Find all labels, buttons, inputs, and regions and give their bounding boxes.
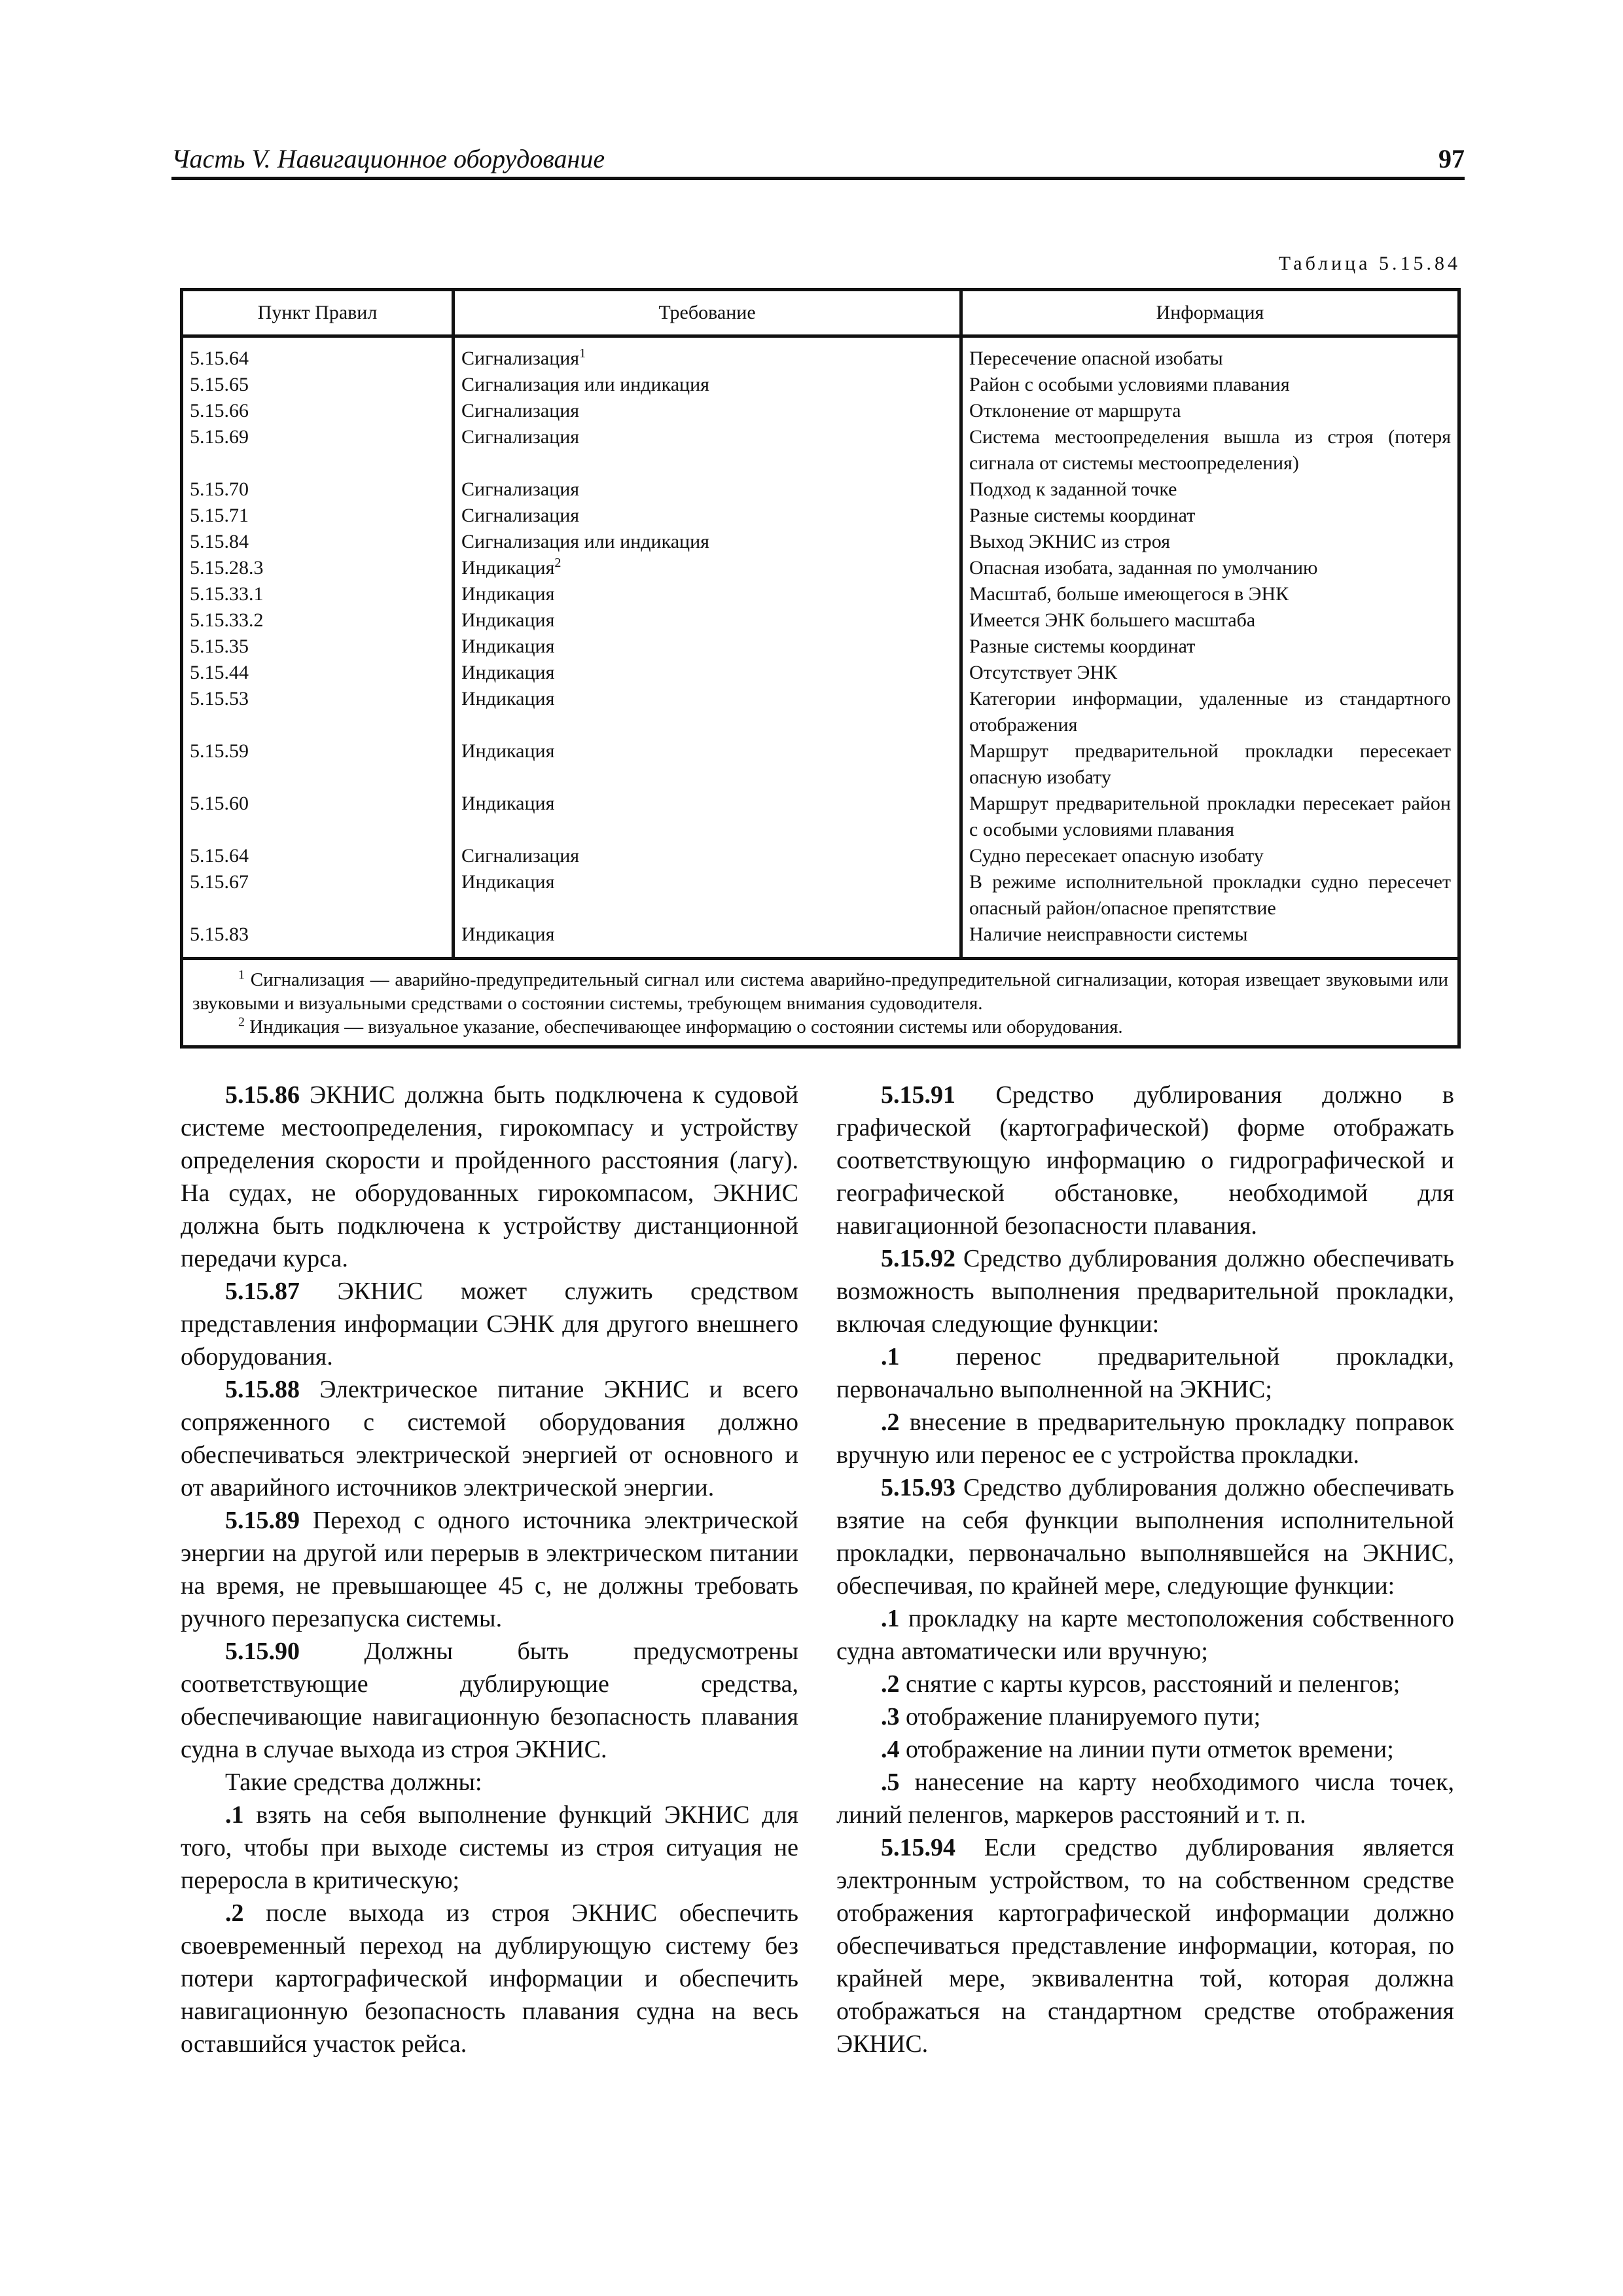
paragraph-text: Электрическое питание ЭКНИС и всего сопряженного с системой оборудования должно обеспечиваться электрической энергией от основного и от аварийного источников электрической энергии. [181,1376,798,1501]
paragraph [181,1635,798,1766]
table-row [182,843,1459,869]
paragraph-text: перенос предварительной прокладки, первоначально выполненной на ЭКНИС; [836,1343,1454,1403]
footnote [192,968,1448,1015]
info-cell: Выход ЭКНИС из строя [961,529,1459,555]
paragraph [181,1275,798,1373]
requirement-cell [454,843,961,869]
paragraph [181,1897,798,2060]
info-cell: Опасная изобата, заданная по умолчанию [961,555,1459,581]
requirement-cell [454,555,961,581]
paragraph-text: отображение планируемого пути; [899,1703,1261,1731]
requirement-text: Индикация [461,662,555,683]
requirement-text: Индикация [461,583,555,605]
info-cell: Система местоопределения вышла из строя (потеря сигнала от системы местоопределения) [961,424,1459,476]
paragraph-text: прокладку на карте местоположения собственного судна автоматически или вручную; [836,1605,1454,1665]
paragraph [836,1471,1454,1602]
requirement-cell [454,503,961,529]
column-header: Информация [961,290,1459,336]
rule-cell: 5.15.66 [182,398,454,424]
table-row [182,922,1459,959]
info-cell: Судно пересекает опасную изобату [961,843,1459,869]
clause-number: .5 [881,1768,900,1796]
rule-cell: 5.15.64 [182,336,454,372]
rule-cell: 5.15.28.3 [182,555,454,581]
info-cell: Масштаб, больше имеющегося в ЭНК [961,581,1459,607]
footnote-text: Индикация — визуальное указание, обеспечивающее информацию о состоянии системы или оборудования. [245,1016,1123,1037]
requirement-cell [454,372,961,398]
column-header: Требование [454,290,961,336]
requirement-cell [454,634,961,660]
rule-cell: 5.15.33.2 [182,607,454,634]
table-row [182,424,1459,476]
requirement-text: Сигнализация или индикация [461,374,709,395]
paragraph-text: Средство дублирования должно обеспечивать возможность выполнения предварительной прокладки, включая следующие функции: [836,1245,1454,1338]
info-cell: Маршрут предварительной прокладки пересекает район с особыми условиями плавания [961,791,1459,843]
running-header [171,139,1465,180]
clause-number: 5.15.90 [225,1638,300,1665]
clause-number: 5.15.94 [881,1834,955,1861]
rule-cell: 5.15.60 [182,791,454,843]
paragraph-text: Если средство дублирования является электронным устройством, то на собственном средстве отображения картографической информации должно обеспечиваться представление информации, которая, по крайней мере, эквивалентна той, которая должна отображаться на стандартном средстве отображения ЭКНИС. [836,1834,1454,2058]
rule-cell: 5.15.70 [182,476,454,503]
clause-number: 5.15.88 [225,1376,300,1403]
footnote-ref: 2 [554,556,562,570]
table-row [182,607,1459,634]
table-row [182,372,1459,398]
requirement-cell [454,869,961,922]
requirement-cell [454,922,961,959]
clause-number: .3 [881,1703,900,1731]
info-cell: Категории информации, удаленные из стандартного отображения [961,686,1459,738]
table-notes [182,959,1459,1047]
table-row [182,686,1459,738]
requirement-text: Сигнализация [461,348,580,369]
clause-number: .2 [881,1408,900,1436]
info-cell: Наличие неисправности системы [961,922,1459,959]
table-row [182,529,1459,555]
table-row [182,398,1459,424]
clause-number: 5.15.87 [225,1278,300,1305]
table-row [182,869,1459,922]
requirement-cell [454,336,961,372]
footnote-text: Сигнализация — аварийно-предупредительный сигнал или система аварийно-предупредительной сигнализации, которая извещает звуковыми или звуковыми и визуальными средствами о состоянии системы, требующем внимания судоводителя. [192,969,1448,1014]
table-row [182,738,1459,791]
clause-number: .1 [881,1343,900,1371]
rule-cell: 5.15.53 [182,686,454,738]
paragraph [181,1504,798,1635]
info-cell: Район с особыми условиями плавания [961,372,1459,398]
requirement-text: Индикация [461,636,555,657]
requirement-text: Индикация [461,740,555,762]
info-cell: Отклонение от маршрута [961,398,1459,424]
requirement-text: Индикация [461,688,555,709]
left-text-column [181,1079,798,2060]
requirement-cell [454,686,961,738]
rule-cell: 5.15.44 [182,660,454,686]
requirement-cell [454,791,961,843]
paragraph [181,1766,798,1799]
table-row [182,581,1459,607]
paragraph-text: взять на себя выполнение функций ЭКНИС для того, чтобы при выходе системы из строя ситуация не переросла в критическую; [181,1801,798,1894]
rule-cell: 5.15.71 [182,503,454,529]
paragraph [181,1079,798,1275]
info-cell: Разные системы координат [961,634,1459,660]
paragraph-text: Переход с одного источника электрической энергии на другой или перерыв в электрическом питании на время, не превышающее 45 с, не должны требовать ручного перезапуска системы. [181,1507,798,1632]
requirement-cell [454,581,961,607]
info-cell: Имеется ЭНК большего масштаба [961,607,1459,634]
paragraph [836,1733,1454,1766]
paragraph [836,1079,1454,1242]
info-cell: Отсутствует ЭНК [961,660,1459,686]
table-row [182,555,1459,581]
requirement-cell [454,529,961,555]
footnote-mark: 1 [238,967,245,982]
footnote [192,1015,1448,1039]
clause-number: 5.15.93 [881,1474,955,1501]
paragraph-text: отображение на линии пути отметок времени; [899,1736,1394,1763]
info-cell: Маршрут предварительной прокладки пересекает опасную изобату [961,738,1459,791]
paragraph-text: внесение в предварительную прокладку поправок вручную или перенос ее с устройства прокладки. [836,1408,1454,1469]
clause-number: 5.15.86 [225,1081,300,1109]
paragraph-text: после выхода из строя ЭКНИС обеспечить своевременный переход на дублирующую систему без потери картографической информации и обеспечить навигационную безопасность плавания судна на весь оставшийся участок рейса. [181,1899,798,2058]
requirement-text: Индикация [461,557,555,579]
info-cell: Разные системы координат [961,503,1459,529]
rule-cell: 5.15.83 [182,922,454,959]
rule-cell: 5.15.84 [182,529,454,555]
info-cell: Пересечение опасной изобаты [961,336,1459,372]
requirement-text: Сигнализация [461,426,580,448]
paragraph-text: нанесение на карту необходимого числа точек, линий пеленгов, маркеров расстояний и т. п. [836,1768,1454,1829]
requirement-cell [454,738,961,791]
requirement-cell [454,476,961,503]
requirement-cell [454,424,961,476]
paragraph-text: ЭКНИС может служить средством представления информации СЭНК для другого внешнего оборудования. [181,1278,798,1371]
requirement-text: Сигнализация [461,505,580,526]
paragraph [836,1668,1454,1700]
clause-number: 5.15.89 [225,1507,300,1534]
clause-number: .4 [881,1736,900,1763]
clause-number: 5.15.92 [881,1245,955,1272]
paragraph-text: Средство дублирования должно обеспечивать взятие на себя функции выполнения исполнительной прокладки, первоначально выполнявшейся на ЭКНИС, обеспечивая, по крайней мере, следующие функции: [836,1474,1454,1600]
header-title: Часть V. Навигационное оборудование [171,144,605,173]
rule-cell: 5.15.69 [182,424,454,476]
requirement-text: Сигнализация [461,845,580,867]
paragraph-text: Такие средства должны: [225,1768,482,1796]
paragraph [836,1602,1454,1668]
requirement-cell [454,660,961,686]
footnote-mark: 2 [238,1014,245,1030]
paragraph [836,1406,1454,1471]
paragraph [836,1340,1454,1406]
requirement-text: Сигнализация или индикация [461,531,709,552]
rule-cell: 5.15.64 [182,843,454,869]
table-notes-row [182,959,1459,1047]
rule-cell: 5.15.67 [182,869,454,922]
clause-number: .2 [225,1899,244,1927]
table-row [182,791,1459,843]
info-cell: Подход к заданной точке [961,476,1459,503]
column-header: Пункт Правил [182,290,454,336]
table-caption: Таблица 5.15.84 [1278,253,1461,274]
requirement-cell [454,607,961,634]
table-row [182,503,1459,529]
requirement-text: Сигнализация [461,478,580,500]
clause-number: .1 [225,1801,244,1829]
table-row [182,634,1459,660]
rule-cell: 5.15.35 [182,634,454,660]
paragraph-text: Должны быть предусмотрены соответствующие дублирующие средства, обеспечивающие навигационную безопасность плавания судна в случае выхода из строя ЭКНИС. [181,1638,798,1763]
paragraph [836,1831,1454,2060]
requirement-cell [454,398,961,424]
rule-cell: 5.15.33.1 [182,581,454,607]
requirement-text: Индикация [461,924,555,945]
rule-cell: 5.15.59 [182,738,454,791]
page-number: 97 [1438,144,1465,173]
clause-number: .1 [881,1605,900,1632]
requirement-text: Сигнализация [461,400,580,422]
paragraph [181,1373,798,1504]
requirements-table [180,288,1461,1049]
table-row [182,336,1459,372]
paragraph-text: Средство дублирования должно в графической (картографической) форме отображать соответствующую информацию о гидрографической и географической обстановке, необходимой для навигационной безопасности плавания. [836,1081,1454,1240]
paragraph [836,1242,1454,1340]
clause-number: .2 [881,1670,900,1698]
table-row [182,476,1459,503]
requirement-text: Индикация [461,871,555,893]
requirement-text: Индикация [461,609,555,631]
rule-cell: 5.15.65 [182,372,454,398]
footnote-ref: 1 [579,346,586,361]
paragraph [836,1700,1454,1733]
right-text-column [836,1079,1454,2060]
info-cell: В режиме исполнительной прокладки судно пересечет опасный район/опасное препятствие [961,869,1459,922]
paragraph-text: снятие с карты курсов, расстояний и пеленгов; [899,1670,1400,1698]
paragraph [181,1799,798,1897]
clause-number: 5.15.91 [881,1081,955,1109]
paragraph [836,1766,1454,1831]
table-row [182,660,1459,686]
paragraph-text: ЭКНИС должна быть подключена к судовой системе местоопределения, гирокомпасу и устройству определения скорости и пройденного расстояния (лагу). На судах, не оборудованных гирокомпасом, ЭКНИС должна быть подключена к устройству дистанционной передачи курса. [181,1081,798,1272]
requirement-text: Индикация [461,793,555,814]
